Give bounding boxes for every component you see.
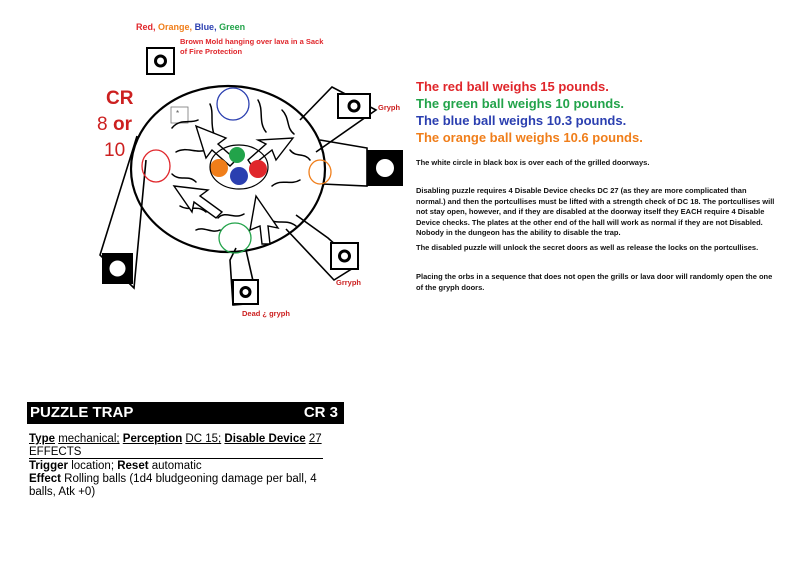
- disable-value: 27: [308, 433, 322, 445]
- weight-red: The red ball weighs 15 pounds.: [416, 79, 609, 94]
- weight-orange: The orange ball weighs 10.6 pounds.: [416, 130, 643, 145]
- reset-label: Reset: [117, 460, 149, 472]
- note-circle: The white circle in black box is over each of the grilled doorways.: [416, 158, 650, 167]
- color-orange-label: Orange: [158, 22, 190, 32]
- mold-note: [180, 37, 330, 57]
- effect-label: Effect: [29, 473, 61, 485]
- color-green-label: Green: [219, 22, 246, 32]
- effect-value: Rolling balls (1d4 bludgeoning damage per ball, 4 balls, Atk +0): [29, 473, 317, 498]
- color-sep: ,: [153, 22, 159, 32]
- mold-note-text: Brown Mold hanging over lava in a Sack of Fire Protection: [180, 37, 324, 56]
- trap-title: PUZZLE TRAP: [30, 404, 134, 421]
- door-box-left: [102, 253, 133, 284]
- stat-type-line: [29, 433, 349, 446]
- perception-value: DC 15;: [185, 433, 222, 445]
- disable-label: Disable Device: [224, 433, 306, 445]
- cr-or: or: [113, 114, 132, 135]
- color-red-label: Red: [136, 22, 154, 32]
- dead-gryph-label: Dead ¿ gryph: [242, 309, 290, 318]
- note-unlock: The disabled puzzle will unlock the secret doors as well as release the locks on the portcullises.: [416, 243, 759, 252]
- cr-label: CR: [106, 88, 134, 109]
- trigger-value: location;: [71, 460, 115, 472]
- weight-green: The green ball weighs 10 pounds.: [416, 96, 625, 111]
- color-sep: ,: [189, 22, 195, 32]
- stat-trigger-line: [29, 460, 349, 473]
- color-sep: ,: [214, 22, 220, 32]
- grryph-label: Grryph: [336, 278, 362, 287]
- ball-color-list: [136, 22, 245, 32]
- weight-blue: The blue ball weighs 10.3 pounds.: [416, 113, 627, 128]
- cr-ten: 10: [104, 140, 126, 161]
- small-box: [171, 107, 188, 123]
- ball-orange: [210, 159, 228, 177]
- door-box-grryph: [331, 243, 358, 269]
- note-disable: Disabling puzzle requires 4 Disable Device checks DC 27 (as they are more complicated than normal.) and then the portcullises must be lifted with a strength check of DC 18. The portcullises will not stay open, however, and if they are disabled at the doorway itself they EACH require 4 Disable Device checks. The plates at the other end of the hall will work as normal if they are not Disabled. Nobody in the dungeon has the ability to disable the trap.: [416, 186, 775, 237]
- color-blue-label: Blue: [194, 22, 215, 32]
- door-box-gryph-top: [338, 94, 370, 118]
- ball-blue: [230, 167, 248, 185]
- type-label: Type: [29, 433, 55, 445]
- note-sequence: Placing the orbs in a sequence that does not open the grills or lava door will randomly open the one of the gryph doors.: [416, 272, 773, 292]
- perception-label: Perception: [122, 433, 183, 445]
- ball-red: [249, 160, 267, 178]
- room-oval: [131, 86, 325, 252]
- effects-rule: [29, 458, 323, 459]
- small-box-mark: *: [176, 109, 180, 118]
- door-box-right: [367, 150, 403, 186]
- trap-cr: CR 3: [303, 404, 338, 421]
- gryph-label: Gryph: [378, 103, 401, 112]
- door-box-top-left: [147, 48, 174, 74]
- stat-block-header: [27, 402, 344, 424]
- effects-header: EFFECTS: [29, 446, 82, 458]
- ball-green: [229, 147, 245, 163]
- type-value: mechanical;: [58, 433, 120, 445]
- ball-weights: [416, 78, 643, 146]
- door-box-dead-gryph: [233, 280, 258, 304]
- cr-eight: 8: [97, 114, 108, 135]
- trigger-label: Trigger: [29, 460, 68, 472]
- stat-effect-line: [29, 473, 339, 499]
- reset-value: automatic: [151, 460, 202, 472]
